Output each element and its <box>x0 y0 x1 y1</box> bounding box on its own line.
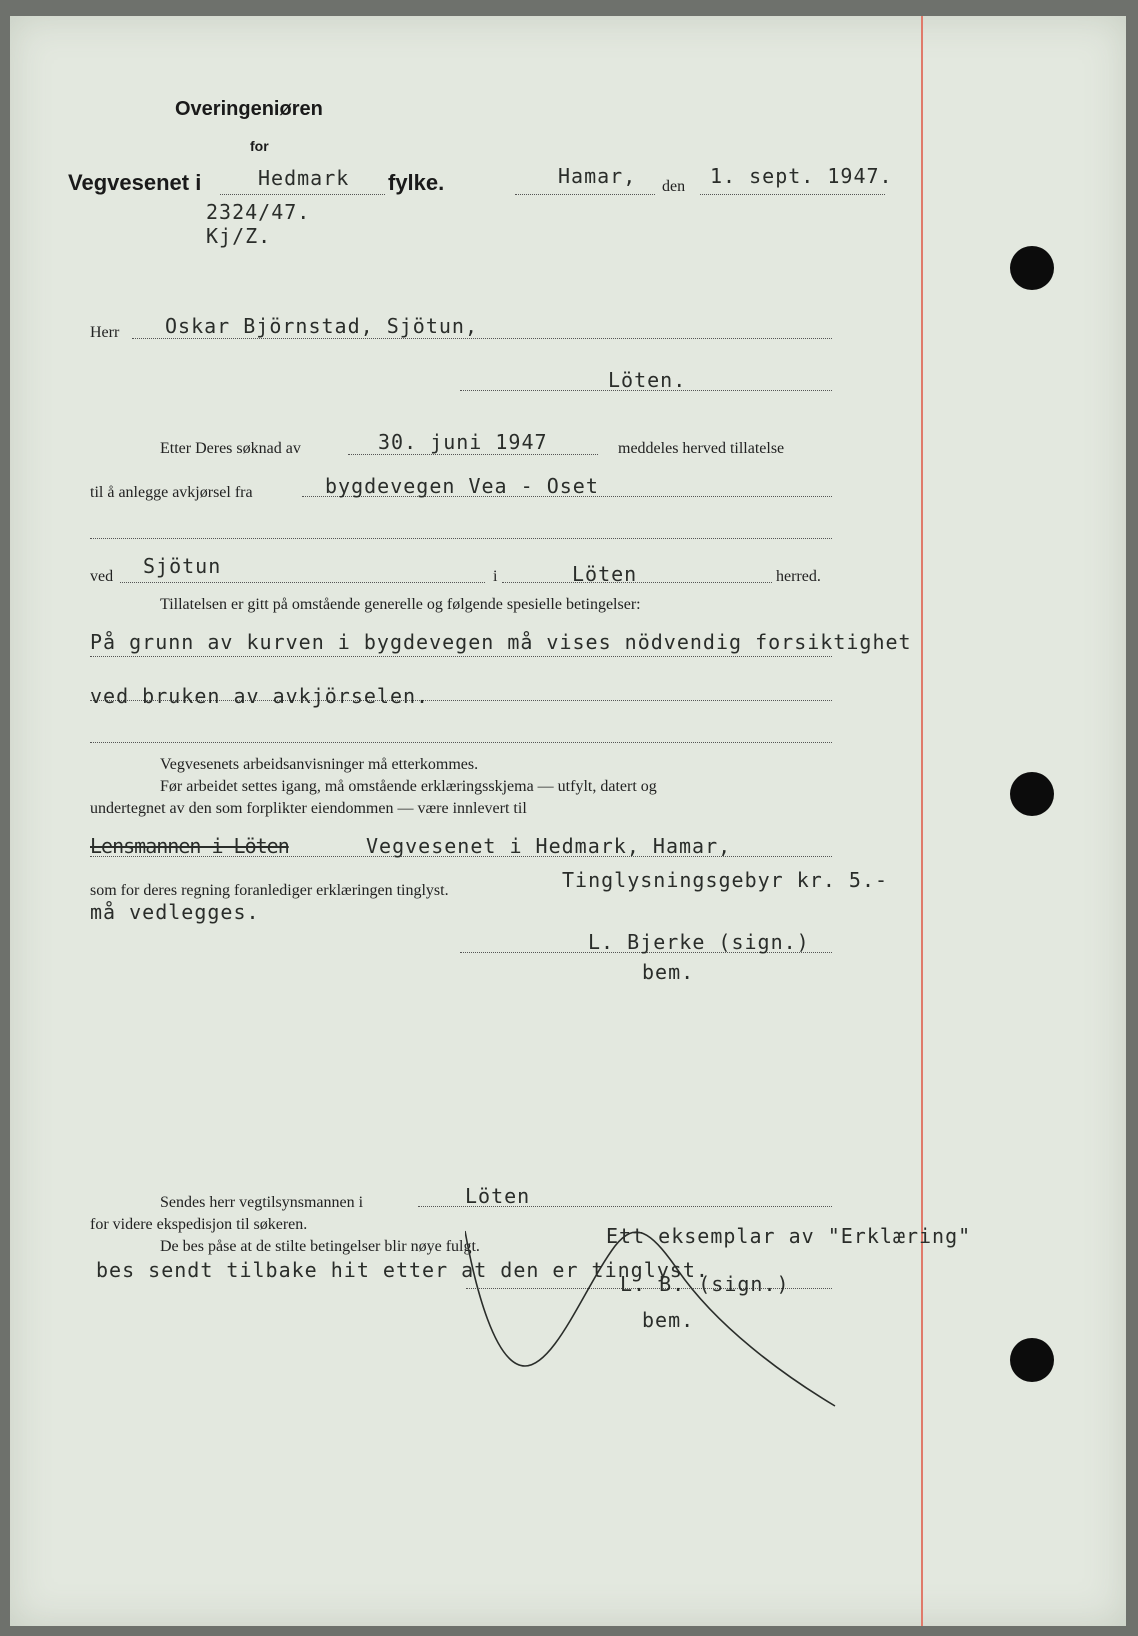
i-label: i <box>493 568 498 585</box>
struck-out-value: Lensmannen i Löten <box>90 834 289 858</box>
check-value: Ett eksemplar av "Erklæring" <box>606 1224 972 1248</box>
application-date: 30. juni 1947 <box>378 430 548 454</box>
signature-2: L. B. (sign.) <box>620 1272 790 1296</box>
county-value: Hedmark <box>258 166 350 190</box>
application-label: Etter Deres søknad av <box>160 440 301 457</box>
municipality-value: Löten <box>572 562 638 586</box>
punch-hole-icon <box>1010 772 1054 816</box>
submit-to-value: Vegvesenet i Hedmark, Hamar, <box>366 834 732 858</box>
letterhead-for: for <box>250 138 269 154</box>
forward-label: Sendes herr vegtilsynsmannen i <box>160 1194 364 1211</box>
purpose-label: til å anlegge avkjørsel fra <box>90 484 253 501</box>
letterhead-agency-suffix: fylke. <box>388 170 445 195</box>
declaration-line-2: undertegnet av den som forplikter eiendommen — være innlevert til <box>90 800 527 817</box>
letterhead-agency-prefix: Vegvesenet i <box>68 170 202 195</box>
place-value: Hamar, <box>558 164 637 188</box>
fee-label: som for deres regning foranlediger erklæringen tinglyst. <box>90 882 449 899</box>
red-margin-line <box>921 16 923 1626</box>
location-value: Sjötun <box>143 554 222 578</box>
fee-line-2: må vedlegges. <box>90 900 260 924</box>
punch-hole-icon <box>1010 246 1054 290</box>
recipient-name: Oskar Björnstad, Sjötun, <box>165 314 478 338</box>
handwritten-check-mark-icon <box>465 1226 845 1416</box>
letter-date: 1. sept. 1947. <box>710 164 893 188</box>
declaration-line-1: Før arbeidet settes igang, må omstående erklæringsskjema — utfylt, datert og <box>160 778 657 795</box>
condition-line-2: ved bruken av avkjörselen. <box>90 684 430 708</box>
conditions-intro: Tillatelsen er gitt på omstående generelle og følgende spesielle betingelser: <box>160 596 641 613</box>
instructions-text: Vegvesenets arbeidsanvisninger må etterkommes. <box>160 756 479 773</box>
signature-1: L. Bjerke (sign.) <box>588 930 810 954</box>
document-page <box>10 16 1126 1626</box>
condition-line-1: På grunn av kurven i bygdevegen må vises nödvendig forsiktighet <box>90 630 912 654</box>
application-suffix: meddeles herved tillatelse <box>618 440 785 457</box>
ved-label: ved <box>90 568 114 585</box>
den-label: den <box>662 178 686 195</box>
salutation: Herr <box>90 324 120 341</box>
letterhead-title: Overingeniøren <box>175 98 323 120</box>
forward-place: Löten <box>465 1184 531 1208</box>
struck-out-text <box>90 834 289 858</box>
punch-hole-icon <box>1010 1338 1054 1382</box>
fee-value: Tinglysningsgebyr kr. 5.- <box>562 868 889 892</box>
forward-line-2: for videre ekspedisjon til søkeren. <box>90 1216 308 1233</box>
signature-1-title: bem. <box>642 960 695 984</box>
recipient-town: Löten. <box>608 368 687 392</box>
reference-initials: Kj/Z. <box>206 224 272 248</box>
check-label: De bes påse at de stilte betingelser blir nøye fulgt. <box>160 1238 480 1255</box>
check-line-2: bes sendt tilbake hit etter at den er tinglyst. <box>96 1258 709 1282</box>
herred-label: herred. <box>776 568 821 585</box>
signature-2-title: bem. <box>642 1308 695 1332</box>
road-name: bygdevegen Vea - Oset <box>325 474 599 498</box>
reference-number: 2324/47. <box>206 200 311 224</box>
